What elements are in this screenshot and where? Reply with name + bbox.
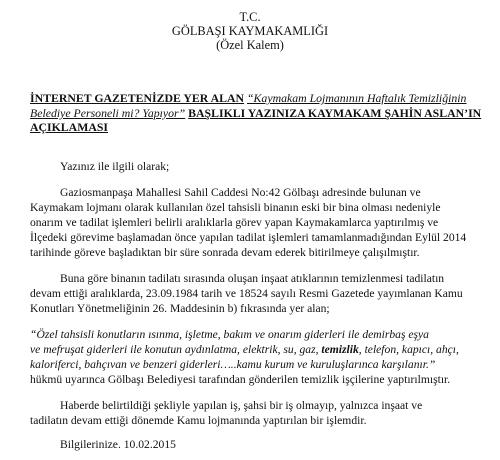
header-office: GÖLBAŞI KAYMAKAMLIĞI	[171, 24, 329, 38]
document-title	[30, 91, 482, 135]
paragraph-3-line: hükmü uyarınca Gölbaşı Belediyesi tarafından gönderilen temizlik işçilerine yaptırılmıştır.	[30, 373, 451, 386]
paragraph-1-line: tarihinde göreve başladıktan bir süre sonrada devam ederek bitirilmeye çalışılmıştır.	[30, 246, 420, 259]
paragraph-2-line: devam ettiği aralıklarda, 23.09.1984 tarih ve 18524 sayılı Resmi Gazetede yayımlanan Kamu	[30, 287, 463, 300]
paragraph-2-line: Konutları Yönetmeliğinin 26. Maddesinin b) fıkrasında yer alan;	[30, 302, 330, 315]
paragraph-2-line: Buna göre binanın tadilatı sırasında oluşan inşaat atıklarının temizlenmesi tadilatın	[60, 272, 445, 285]
paragraph-4-line: Haberde belirtildiği şekliyle yapılan iş, şahsi bir iş olmayıp, yalnızca inşaat ve	[60, 399, 423, 412]
letterhead	[0, 10, 500, 52]
paragraph-1-line: onarım ve tadilat işlemleri belirli aralıklarla görev yapan Kaymakamlarca yaptırılmış ve	[30, 216, 439, 229]
paragraph-1-line: Gaziosmanpaşa Mahallesi Sahil Caddesi No:42 Gölbaşı adresinde bulunan ve	[60, 186, 421, 199]
title-part1: İNTERNET GAZETENİZDE YER ALAN	[30, 91, 245, 105]
closing-date: Bilgilerinize. 10.02.2015	[60, 438, 176, 451]
paragraph-4-line: tadilatın devam ettiği dönemde Kamu lojmanında yaptırılan bir işlemdir.	[30, 414, 367, 427]
quote-text-end: , telefon, kapıcı, ahçı,	[358, 343, 459, 356]
greeting: Yazınız ile ilgili olarak;	[60, 160, 170, 173]
regulation-quote-line	[30, 343, 459, 357]
header-unit: (Özel Kalem)	[216, 38, 284, 52]
paragraph-1-line: İlçedeki görevime başlamadan önce yapılan tadilat işlemleri tamamlanmadığından Eylül 2014	[30, 231, 467, 244]
quote-emphasis: temizlik	[321, 343, 359, 356]
regulation-quote-line: “Özel tahsisli konutların ısınma, işletme, bakım ve onarım giderleri ile demirbaş eşya	[30, 328, 429, 341]
paragraph-1-line: Kaymakam lojmanı olarak kullanılan özel tahsisli binanın eski bir bina olması nedeniyle	[30, 201, 441, 214]
quote-text: ve mefruşat giderleri ile konutun aydınlatma, elektrik, su, gaz,	[30, 343, 319, 356]
regulation-quote-line: kaloriferci, bahçıvan ve benzeri giderleri…..kamu kurum ve kuruluşlarınca karşılanır.”	[30, 358, 436, 371]
header-tc: T.C.	[239, 10, 261, 24]
title-quote: “Kaymakam Lojmanının Haftalık Temizliğinin Belediye Personeli mi? Yapıyor”	[30, 91, 467, 120]
title-part2: BAŞLIKLI YAZINIZA KAYMAKAM ŞAHİN ASLAN’IN AÇIKLAMASI	[30, 105, 482, 135]
